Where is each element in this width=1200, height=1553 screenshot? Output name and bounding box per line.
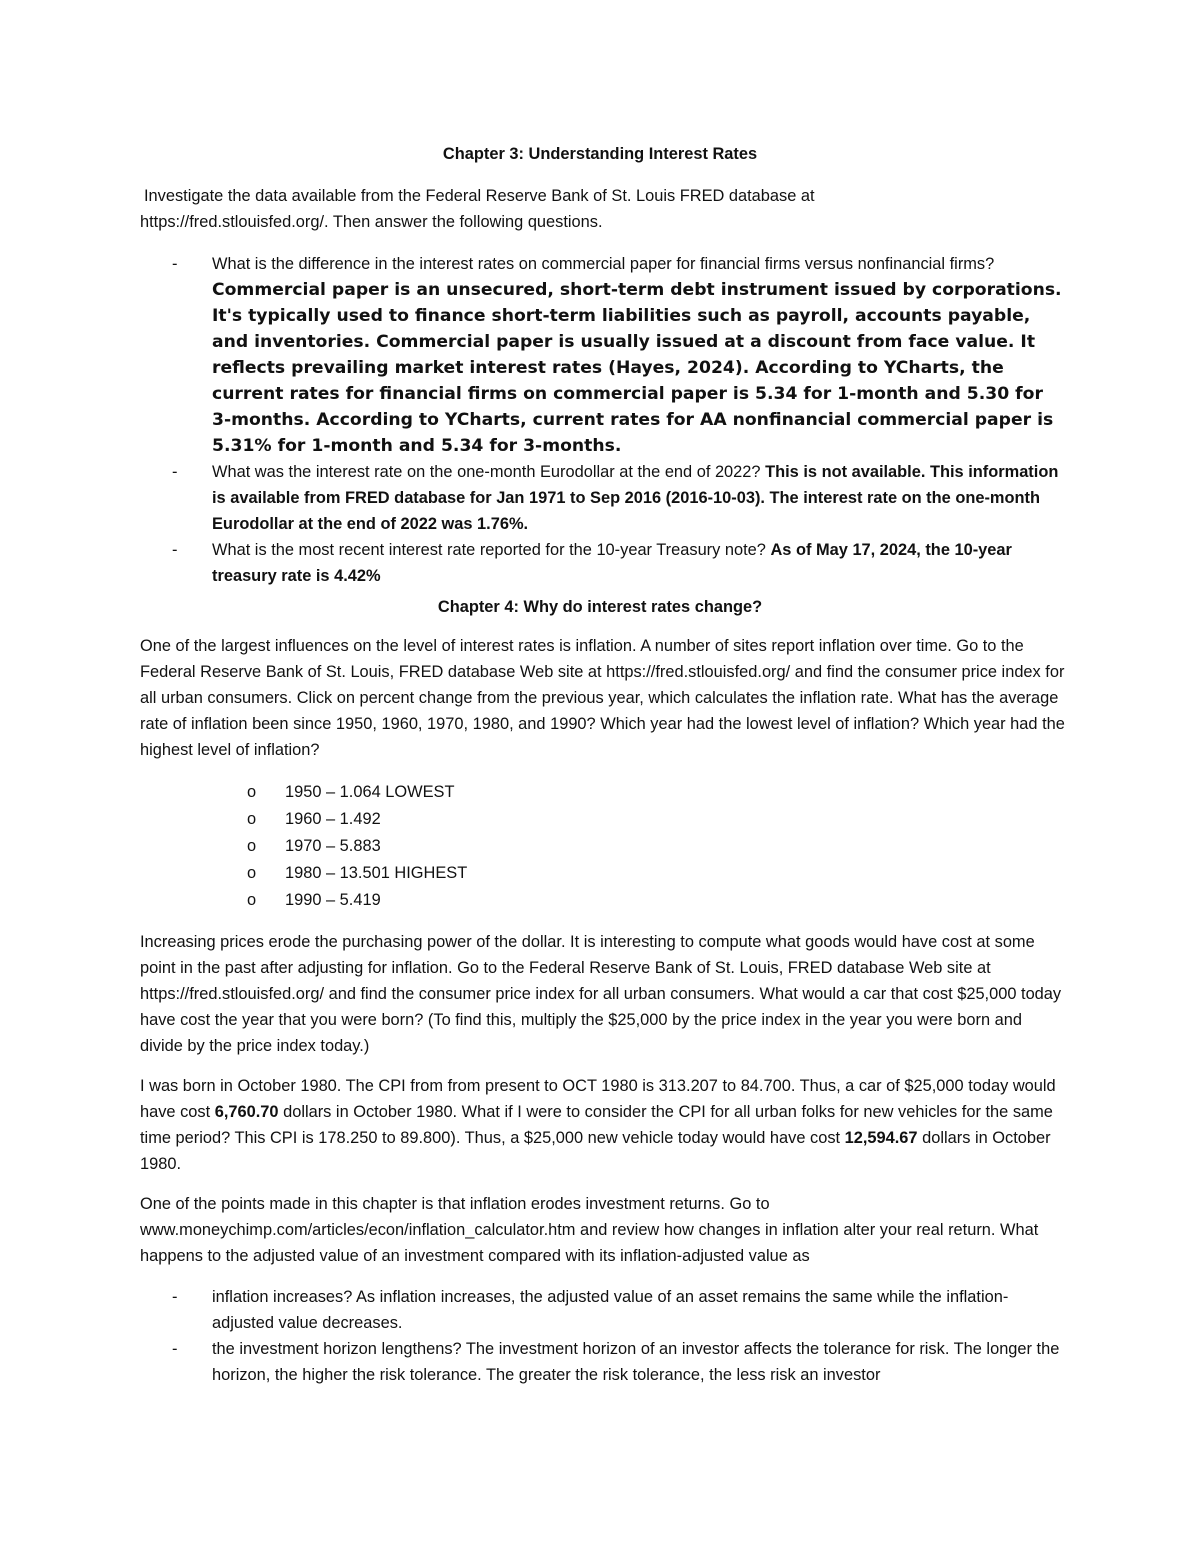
inflation-item [140, 833, 1065, 860]
paragraph [140, 1073, 1065, 1177]
chapter4-para4 [140, 1191, 1065, 1269]
para3-part3: dollars in October 1980. [140, 1129, 1051, 1173]
circle-bullet: o [247, 891, 257, 909]
para3-part1: I was born in October 1980. The CPI from from present to OCT 1980 is 313.207 to 84.700. Thus, a car of $25,000 today would have cost [140, 1077, 1056, 1121]
inflation-value: 1950 – 1.064 LOWEST [285, 783, 455, 801]
intro-line-1: Investigate the data available from the Federal Reserve Bank of St. Louis FRED database at [144, 187, 815, 205]
question-item [140, 251, 1065, 459]
inflation-list [140, 779, 1065, 914]
chapter4-title: Chapter 4: Why do interest rates change? [437, 598, 763, 616]
dash-bullet: - [172, 1288, 178, 1306]
dash-bullet: - [172, 541, 178, 559]
chapter4-para2 [140, 929, 1065, 1059]
chapter3-intro [140, 183, 1065, 235]
question-text: What is the difference in the interest rates on commercial paper for financial firms versus nonfinancial firms? [212, 255, 995, 273]
para3-part2: dollars in October 1980. What if I were to consider the CPI for all urban folks for new vehicles for the same time period? This CPI is 178.250 to 89.800). Thus, a $25,000 new vehicle today would have cost [140, 1103, 1053, 1147]
circle-bullet: o [247, 837, 257, 855]
question-list [140, 251, 1065, 589]
inflation-item [140, 887, 1065, 914]
para3-value1: 6,760.70 [214, 1103, 279, 1121]
answer-text: As of May 17, 2024, the 10-year treasury rate is 4.42% [212, 541, 1012, 585]
inflation-value: 1990 – 5.419 [285, 891, 381, 909]
sub-question-item [140, 1284, 1065, 1336]
answer-text: Commercial paper is an unsecured, short-term debt instrument issued by corporations. It's typically used to finance short-term liabilities such as payroll, accounts payable, and inventories. Commercial paper is usually issued at a discount from face value. It reflects prevailing market interest rates (Hayes, 2024). According to YCharts, the current rates for financial firms on commercial paper is 5.34 for 1-month and 5.30 for 3-months. According to YCharts, current rates for AA nonfinancial commercial paper is 5.31% for 1-month and 5.34 for 3-months. [212, 280, 1062, 456]
paragraph: One of the points made in this chapter is that inflation erodes investment returns. Go to www.moneychimp.com/articles/econ/inflation_calculator.htm and review how changes in inflation alter your real return. What happens to the adjusted value of an investment compared with its inflation-adjusted value as [140, 1195, 1039, 1265]
circle-bullet: o [247, 864, 257, 882]
inflation-value: 1970 – 5.883 [285, 837, 381, 855]
dash-bullet: - [172, 255, 178, 273]
dash-bullet: - [172, 1340, 178, 1358]
chapter3-title: Chapter 3: Understanding Interest Rates [442, 145, 758, 163]
question-item [140, 537, 1065, 589]
inflation-value: 1960 – 1.492 [285, 810, 381, 828]
sub-question-text: inflation increases? As inflation increases, the adjusted value of an asset remains the same while the inflation-adjusted value decreases. [212, 1288, 1009, 1332]
intro-line-2: https://fred.stlouisfed.org/. Then answer the following questions. [140, 213, 603, 231]
chapter4-sublist [140, 1284, 1065, 1388]
sub-question-item [140, 1336, 1065, 1388]
inflation-value: 1980 – 13.501 HIGHEST [285, 864, 468, 882]
sub-question-list [140, 1284, 1065, 1388]
chapter3-questions [140, 251, 1065, 589]
question-item [140, 459, 1065, 537]
question-text: What is the most recent interest rate reported for the 10-year Treasury note? [212, 541, 766, 559]
circle-bullet: o [247, 783, 257, 801]
dash-bullet: - [172, 463, 178, 481]
paragraph: One of the largest influences on the level of interest rates is inflation. A number of sites report inflation over time. Go to the Federal Reserve Bank of St. Louis, FRED database Web site at https://fred.stlouisfed.org/ and find the consumer price index for all urban consumers. Click on percent change from the previous year, which calculates the inflation rate. What has the average rate of inflation been since 1950, 1960, 1970, 1980, and 1990? Which year had the lowest level of inflation? Which year had the highest level of inflation? [140, 637, 1065, 759]
paragraph: Increasing prices erode the purchasing power of the dollar. It is interesting to compute what goods would have cost at some point in the past after adjusting for inflation. Go to the Federal Reserve Bank of St. Louis, FRED database Web site at https://fred.stlouisfed.org/ and find the consumer price index for all urban consumers. What would a car that cost $25,000 today have cost the year that you were born? (To find this, multiply the $25,000 by the price index in the year you were born and divide by the price index today.) [140, 933, 1062, 1055]
sub-question-text: the investment horizon lengthens? The investment horizon of an investor affects the tolerance for risk. The longer the horizon, the higher the risk tolerance. The greater the risk tolerance, the less risk an investor [212, 1340, 1060, 1384]
inflation-item [140, 779, 1065, 806]
circle-bullet: o [247, 810, 257, 828]
inflation-item [140, 806, 1065, 833]
question-text: What was the interest rate on the one-month Eurodollar at the end of 2022? [212, 463, 761, 481]
inflation-list-block [140, 779, 1065, 914]
inflation-item [140, 860, 1065, 887]
chapter4-para3 [140, 1073, 1065, 1177]
answer-text: This is not available. This information is available from FRED database for Jan 1971 to Sep 2016 (2016-10-03). The interest rate on the one-month Eurodollar at the end of 2022 was 1.76%. [212, 463, 1059, 533]
chapter4-para1 [140, 633, 1065, 763]
para3-value2: 12,594.67 [844, 1129, 918, 1147]
